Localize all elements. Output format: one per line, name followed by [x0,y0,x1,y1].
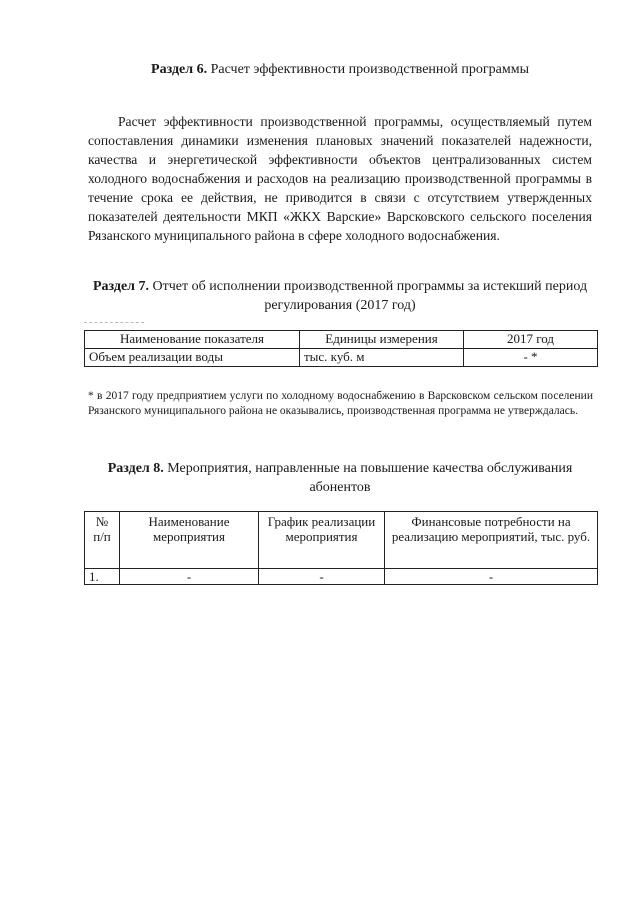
table-header-cell: Наименование мероприятия [120,512,259,569]
section-6-label: Раздел 6. [151,62,208,77]
table-row [85,569,598,585]
section-7-heading [80,277,600,315]
section-8-heading [80,459,600,497]
table-header-row [85,512,598,569]
table-header-cell: Финансовые потребности на реализацию мероприятий, тыс. руб. [385,512,598,569]
table-header-cell: Единицы измерения [300,331,464,349]
section-6-paragraph: Расчет эффективности производственной программы, осуществляемый путем сопоставления динамики изменения плановых значений показателей надежности, качества и энергетической эффективности объектов централизованных систем холодного водоснабжения и расходов на реализацию производственной программы в течение срока ее действия, не приводится в связи с отсутствием утвержденных показателей деятельности МКП «ЖКХ Варские» Варсковского сельского поселения Рязанского муниципального района в сфере холодного водоснабжения. [88,113,592,243]
table-header-cell: № п/п [85,512,120,569]
table-cell: - * [464,349,598,367]
section-6-title: Расчет эффективности производственной программы [210,62,529,77]
section-6-heading [80,60,600,79]
execution-report-table [84,330,598,367]
section-8-label: Раздел 8. [107,461,164,476]
table-cell: 1. [85,569,120,585]
table-header-row [85,331,598,349]
measures-table [84,511,598,585]
table-header-cell: График реализации мероприятия [259,512,385,569]
scan-artifact-line [84,322,144,323]
table-cell: - [120,569,259,585]
section-8-title: Мероприятия, направленные на повышение качества обслуживания абонентов [167,461,573,495]
table-cell: Объем реализации воды [85,349,300,367]
table-cell: - [385,569,598,585]
table-cell: тыс. куб. м [300,349,464,367]
section-7-title: Отчет об исполнении производственной программы за истекший период регулирования (2017 год) [152,279,588,313]
table-row [85,349,598,367]
table-header-cell: Наименование показателя [85,331,300,349]
table-header-cell: 2017 год [464,331,598,349]
footnote: * в 2017 году предприятием услуги по холодному водоснабжению в Варсковском сельском поселении Рязанского муниципального района не оказывались, производственная программа не утверждалась. [88,389,593,417]
table-cell: - [259,569,385,585]
section-7-label: Раздел 7. [92,279,150,294]
